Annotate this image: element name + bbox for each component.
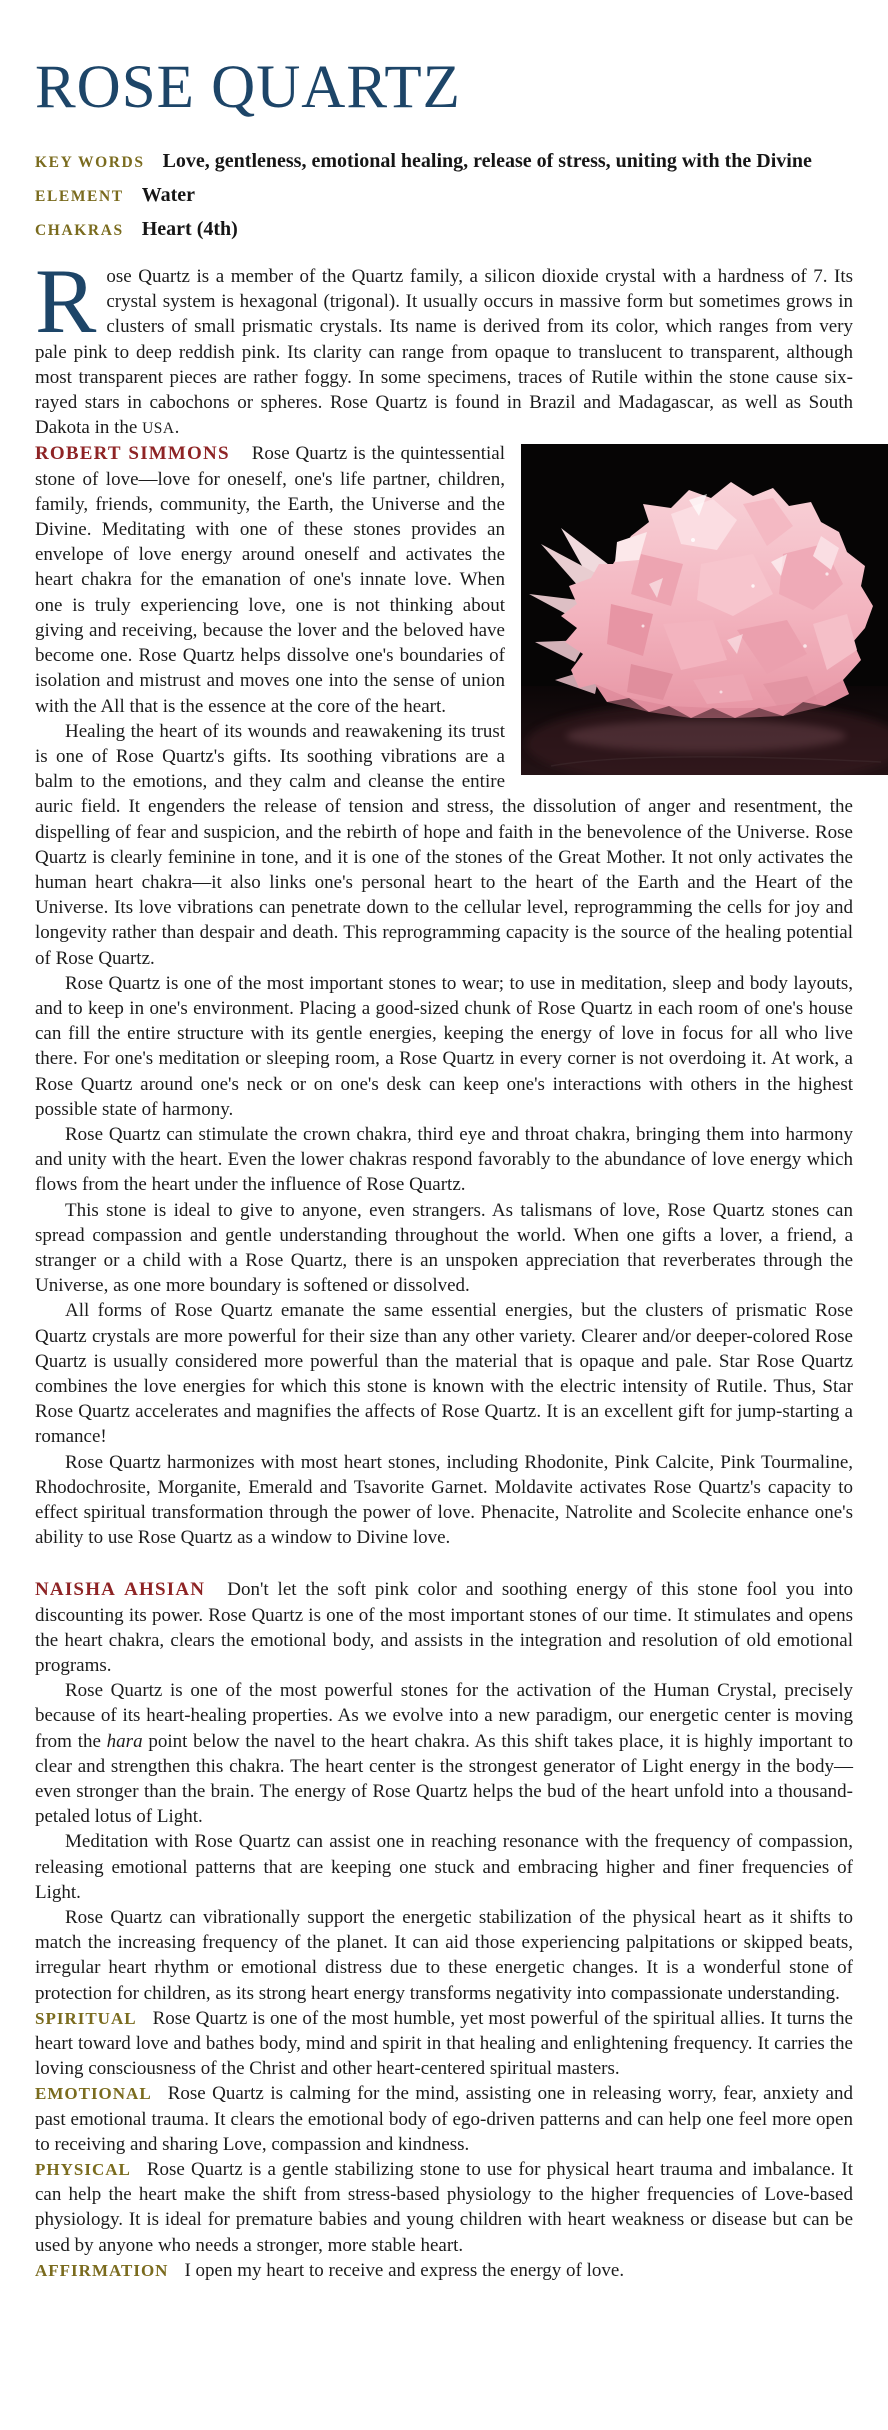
physical-paragraph: PHYSICAL Rose Quartz is a gentle stabilizing stone to use for physical heart trauma and imbalance. It can help the heart make the shift from stress-based physiology to the higher frequencies of Love-based physiology. It is ideal for premature babies and young children with heart weakness or disease but can be used by anyone who needs a stronger, more stable heart. [35, 2159, 853, 2256]
ahsian-paragraph-4: Rose Quartz can vibrationally support the energetic stabilization of the physical heart as it shifts to match the increasing frequency of the planet. It can aid those experiencing palpitations or skipped beats, irregular heart rhythm or emotional distress due to these energetic changes. It is a wonderful stone of protection for children, as its strong heart energy transforms negativity into compassionate understanding. [35, 1907, 853, 2004]
info-block [35, 148, 853, 244]
properties-section [35, 2006, 853, 2283]
page-title: ROSE QUARTZ [35, 54, 461, 121]
simmons-paragraph-7: Rose Quartz harmonizes with most heart stones, including Rhodonite, Pink Calcite, Pink Tourmaline, Rhodochrosite, Morganite, Emerald and Tsavorite Garnet. Moldavite activates Rose Quartz's capacity to effect spiritual transformation through the power of love. Phenacite, Natrolite and Scolecite enhance one's ability to use Rose Quartz as a window to Divine love. [35, 1451, 853, 1549]
rose-quartz-crystal-illustration [521, 444, 888, 775]
naisha-ahsian-label: NAISHA AHSIAN [35, 1579, 206, 1601]
element-label: ELEMENT [35, 188, 124, 206]
article-body [35, 250, 854, 2283]
keywords-value: Love, gentleness, emotional healing, release of stress, uniting with the Divine [162, 150, 812, 173]
usa-smallcaps: USA [142, 420, 175, 438]
affirmation-paragraph: AFFIRMATION I open my heart to receive and express the energy of love. [35, 2259, 625, 2281]
chakras-value: Heart (4th) [141, 218, 238, 241]
robert-simmons-section [35, 441, 853, 1550]
simmons-paragraph-5: This stone is ideal to give to anyone, even strangers. As talismans of love, Rose Quartz stones can spread compassion and gentle understanding throughout the world. When one gifts a lover, a friend, a stranger or a child with a Rose Quartz, there is an unspoken appreciation that reverberates through the Universe, as one more boundary is softened or dissolved. [35, 1199, 853, 1297]
simmons-paragraph-1: ROBERT SIMMONS Rose Quartz is the quintessential stone of love—love for oneself, one's life partner, children, family, friends, community, the Earth, the Universe and the Divine. Meditating with one of these stones provides an envelope of love energy around oneself and activates the heart chakra for the emanation of one's innate love. When one is truly experiencing love, one is not thinking about giving and receiving, because the lover and the beloved have become one. Rose Quartz helps dissolve one's boundaries of isolation and mistrust and moves one into the sense of union with the All that is the essence at the core of the heart. [35, 443, 505, 717]
chakras-row [35, 216, 853, 244]
ahsian-paragraph-2: Rose Quartz is one of the most powerful stones for the activation of the Human Crystal, precisely because of its heart-healing properties. As we evolve into a new paradigm, our energetic center is moving from the hara point below the navel to the heart chakra. As this shift takes place, it is highly important to clear and strengthen this chakra. The heart center is the strongest generator of Light energy in the body—even stronger than the brain. The energy of Rose Quartz helps the bud of the heart unfold into a thousand-petaled lotus of Light. [35, 1680, 853, 1828]
intro-text-end: . [174, 417, 180, 439]
spiritual-label: SPIRITUAL [35, 2008, 137, 2028]
intro-text: ose Quartz is a member of the Quartz family, a silicon dioxide crystal with a hardness of 7. Its crystal system is hexagonal (trigonal). It usually occurs in massive form but sometimes grows in clusters of small prismatic crystals. Its name is derived from its color, which ranges from very pale pink to deep reddish pink. Its clarity can range from opaque to translucent to transparent, although most transparent pieces are rather foggy. In some specimens, traces of Rutile within the stone cause six-rayed stars in cabochons or spheres. Rose Quartz is found in Brazil and Madagascar, as well as South Dakota in the [35, 266, 853, 439]
element-value: Water [141, 184, 196, 207]
simmons-paragraph-2: Healing the heart of its wounds and reawakening its trust is one of Rose Quartz's gifts. Its soothing vibrations are a balm to the emotions, and they calm and cleanse the entire auric field. It engenders the release of tension and stress, the dissolution of anger and resentment, the dispelling of fear and suspicion, and the rebirth of hope and faith in the benevolence of the Universe. Rose Quartz is clearly feminine in tone, and it is one of the stones of the Great Mother. It not only activates the human heart chakra—it also links one's personal heart to the heart of the Earth and the Heart of the Universe. Its love vibrations can penetrate down to the cellular level, reprogramming the cells for joy and longevity rather than despair and death. This reprogramming capacity is the source of the healing potential of Rose Quartz. [35, 720, 853, 969]
hara-italic: hara [106, 1730, 143, 1752]
emotional-label: EMOTIONAL [35, 2084, 152, 2104]
chakras-label: CHAKRAS [35, 222, 124, 240]
ahsian-paragraph-1: NAISHA AHSIAN Don't let the soft pink color and soothing energy of this stone fool you into discounting its power. Rose Quartz is one of the most important stones of our time. It stimulates and opens the heart chakra, clears the emotional body, and assists in the integration and resolution of old emotional programs. [35, 1579, 854, 1677]
ahsian-paragraph-3: Meditation with Rose Quartz can assist one in reaching resonance with the frequency of compassion, releasing emotional patterns that are keeping one stuck and embracing higher and finer frequencies of Light. [35, 1831, 853, 1903]
dropcap-letter: R [35, 250, 97, 353]
simmons-paragraph-3: Rose Quartz is one of the most important stones to wear; to use in meditation, sleep and body layouts, and to keep in one's environment. Placing a good-sized chunk of Rose Quartz in each room of one's house can fill the entire structure with its gentle energies, keeping the energy of love in focus for all who live there. For one's meditation or sleeping room, a Rose Quartz in every corner is not overdoing it. At work, a Rose Quartz around one's neck or on one's desk can keep one's interactions with others in the highest possible state of harmony. [35, 972, 853, 1120]
robert-simmons-label: ROBERT SIMMONS [35, 443, 230, 465]
rose-quartz-photo [521, 444, 888, 775]
intro-paragraph [35, 250, 853, 441]
naisha-ahsian-section [35, 1577, 853, 2005]
affirmation-label: AFFIRMATION [35, 2260, 169, 2280]
physical-label: PHYSICAL [35, 2160, 131, 2180]
emotional-paragraph: EMOTIONAL Rose Quartz is calming for the mind, assisting one in releasing worry, fear, anxiety and past emotional trauma. It clears the emotional body of ego-driven patterns and can help one feel more open to receiving and sharing Love, compassion and kindness. [35, 2083, 853, 2155]
simmons-paragraph-6: All forms of Rose Quartz emanate the same essential energies, but the clusters of prismatic Rose Quartz crystals are more powerful for their size than any other variety. Clearer and/or deeper-colored Rose Quartz is usually considered more powerful than the material that is opaque and pale. Star Rose Quartz combines the love energies for which this stone is known with the electric intensity of Rutile. Thus, Star Rose Quartz accelerates and magnifies the affects of Rose Quartz. It is an excellent gift for jump-starting a romance! [35, 1300, 853, 1448]
simmons-paragraph-4: Rose Quartz can stimulate the crown chakra, third eye and throat chakra, bringing them into harmony and unity with the heart. Even the lower chakras respond favorably to the abundance of love energy which flows from the heart under the influence of Rose Quartz. [35, 1123, 853, 1196]
keywords-row [35, 148, 853, 176]
element-row [35, 182, 853, 210]
spiritual-paragraph: SPIRITUAL Rose Quartz is one of the most humble, yet most powerful of the spiritual allies. It turns the heart toward love and bathes body, mind and spirit in that healing and enlightening frequency. It carries the loving consciousness of the Christ and other heart-centered spiritual masters. [35, 2007, 853, 2080]
keywords-label: KEY WORDS [35, 154, 145, 172]
